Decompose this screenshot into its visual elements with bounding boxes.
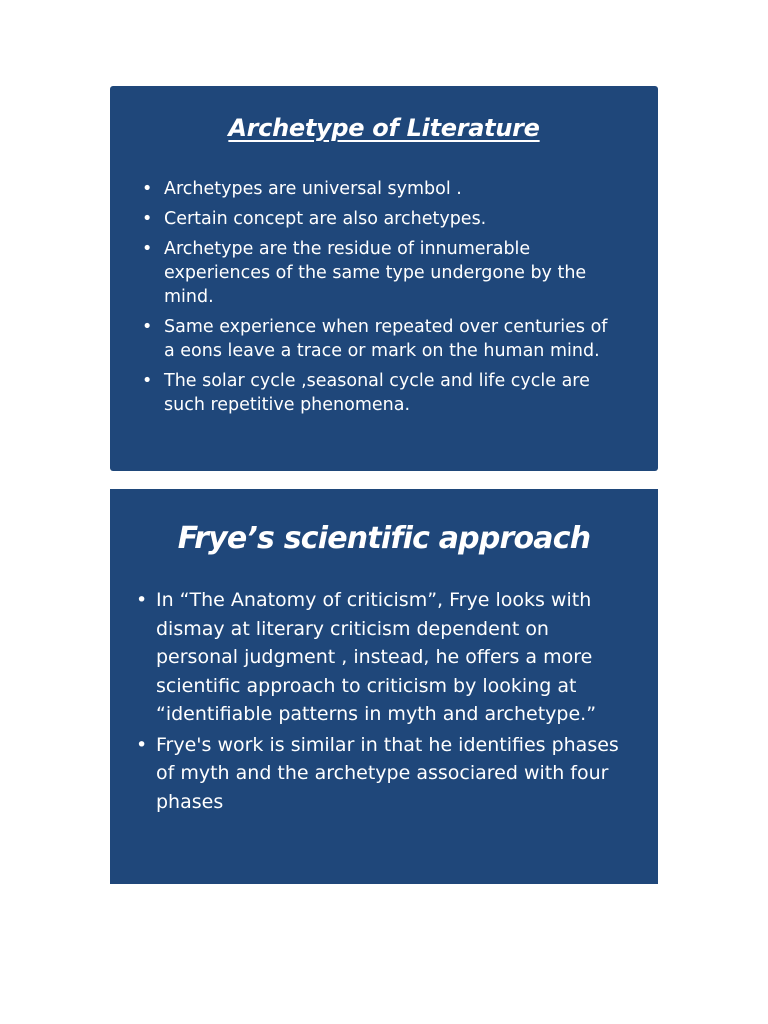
slide-archetype-of-literature	[110, 86, 658, 471]
bullet-icon: •	[142, 371, 153, 391]
bullet-text: In “The Anatomy of criticism”, Frye looks with dismay at literary criticism dependent on personal judgment , instead, he offers a more scientific approach to criticism by looking at “identifiable patterns in myth and archetype.”	[156, 589, 597, 725]
bullet-item	[136, 586, 630, 729]
bullet-item	[142, 177, 622, 201]
bullet-text: Frye's work is similar in that he identifies phases of myth and the archetype associared with four phases	[156, 733, 619, 813]
bullet-text: The solar cycle ,seasonal cycle and life cycle are such repetitive phenomena.	[164, 371, 590, 415]
bullet-icon: •	[136, 589, 148, 611]
bullet-item	[136, 731, 630, 817]
bullet-icon: •	[142, 179, 153, 199]
slide-fryes-scientific-approach	[110, 489, 658, 884]
bullet-list	[136, 586, 630, 818]
bullet-item	[142, 315, 622, 363]
bullet-icon: •	[142, 209, 153, 229]
bullet-text: Archetype are the residue of innumerable experiences of the same type undergone by the mind.	[164, 239, 587, 307]
bullet-list	[142, 177, 622, 423]
bullet-item	[142, 369, 622, 417]
bullet-icon: •	[136, 733, 148, 756]
bullet-text: Archetypes are universal symbol .	[164, 179, 462, 199]
slide-title: Archetype of Literature	[228, 114, 540, 142]
bullet-text: Same experience when repeated over centuries of a eons leave a trace or mark on the human mind.	[164, 317, 608, 361]
bullet-item	[142, 207, 622, 231]
bullet-icon: •	[142, 317, 153, 337]
bullet-item	[142, 237, 622, 309]
bullet-icon: •	[142, 239, 153, 259]
bullet-text: Certain concept are also archetypes.	[164, 209, 487, 229]
slide-title: Frye’s scientific approach	[177, 521, 591, 556]
